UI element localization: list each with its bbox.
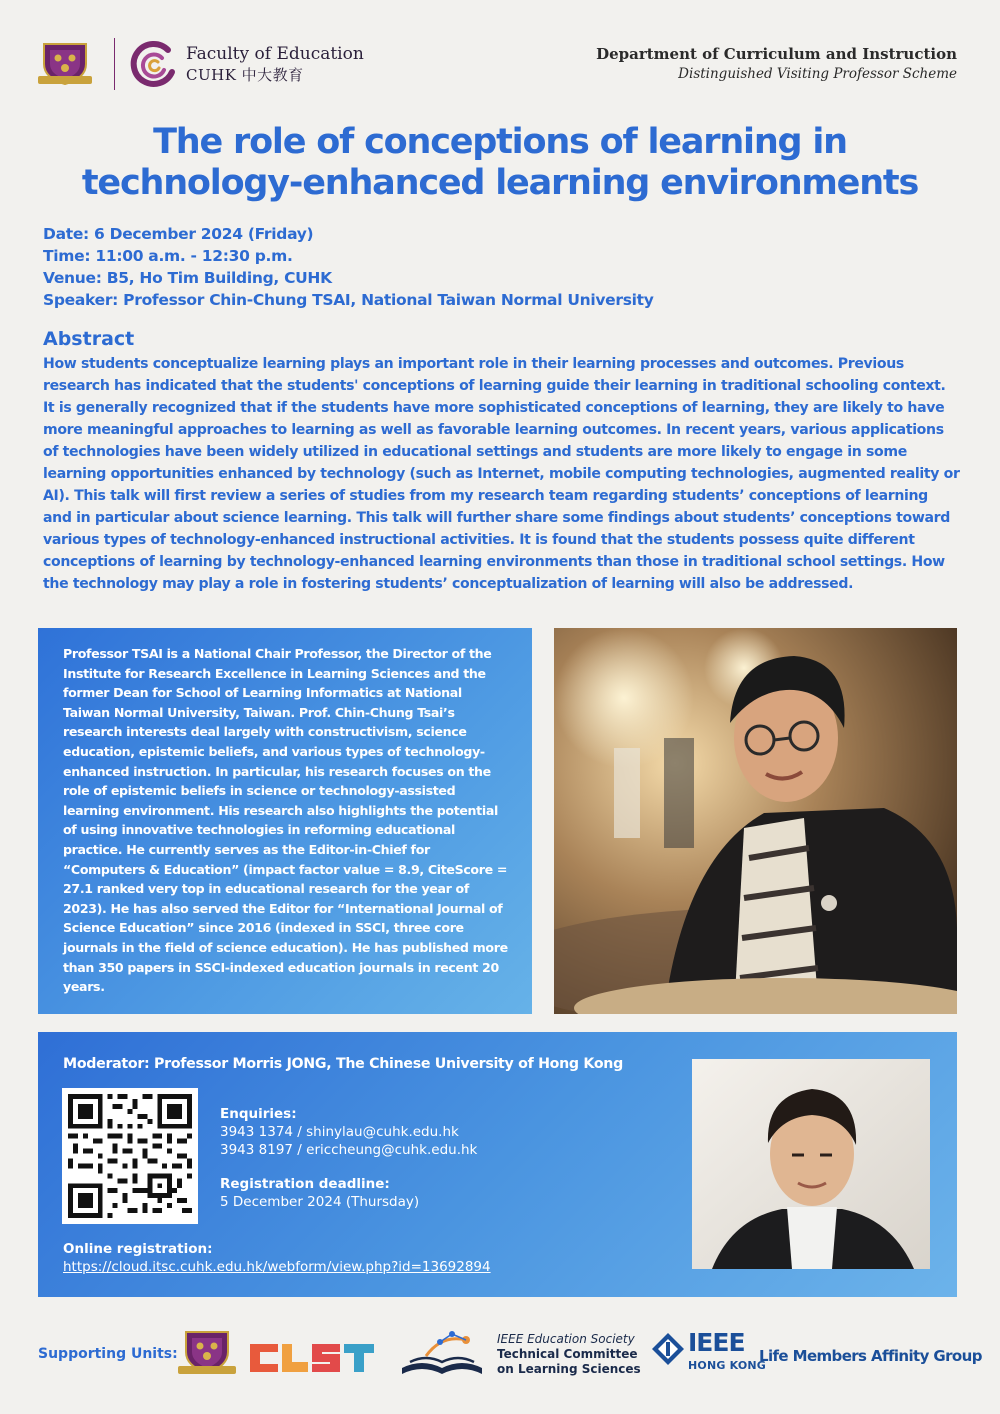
life-members-affinity-group: Life Members Affinity Group [759, 1347, 982, 1365]
moderator-line: Moderator: Professor Morris JONG, The Chinese University of Hong Kong [63, 1056, 623, 1072]
registration-qr-code[interactable] [62, 1088, 198, 1224]
clst-logo [250, 1342, 374, 1374]
scheme-name: Distinguished Visiting Professor Scheme [678, 66, 957, 82]
registration-deadline: 5 December 2024 (Thursday) [220, 1194, 420, 1210]
speaker-photo-illustration [554, 628, 957, 1014]
page-title [0, 122, 1000, 204]
faculty-line1: Faculty of Education [186, 44, 364, 64]
ieee-education-society-logo [396, 1326, 488, 1382]
ieee-edu-line2: Technical Committee [497, 1347, 638, 1361]
cuhk-crest-logo-footer [176, 1328, 238, 1376]
cuhk-crest-logo [36, 40, 94, 86]
enquiries-heading: Enquiries: [220, 1106, 297, 1122]
faculty-name [186, 44, 364, 85]
event-venue: Venue: B5, Ho Tim Building, CUHK [43, 269, 332, 287]
registration-link[interactable]: https://cloud.itsc.cuhk.edu.hk/webform/view.php?id=13692894 [63, 1259, 491, 1275]
speaker-bio-panel [38, 628, 532, 1014]
supporting-units-label: Supporting Units: [38, 1346, 178, 1362]
ieee-hong-kong-label: HONG KONG [688, 1359, 767, 1372]
moderator-photo [692, 1059, 930, 1269]
enquiry-contact-2[interactable]: 3943 8197 / ericcheung@cuhk.edu.hk [220, 1142, 478, 1158]
faculty-of-education-logo [128, 38, 180, 90]
event-speaker: Speaker: Professor Chin-Chung TSAI, National Taiwan Normal University [43, 291, 654, 309]
title-line2: technology-enhanced learning environments [81, 163, 919, 203]
enquiries-block [220, 1105, 477, 1211]
event-date: Date: 6 December 2024 (Friday) [43, 225, 314, 243]
speaker-bio: Professor TSAI is a National Chair Professor, the Director of the Institute for Research Excellence in Learning Sciences and the former Dean for School of Learning Informatics at National Taiwan Normal University, Taiwan. Prof. Chin-Chung Tsai’s research interests deal largely with constructivism, science education, epistemic beliefs, and various types of technology-enhanced instruction. In particular, his research focuses on the role of epistemic beliefs in science or technology-assisted learning environment. His research also highlights the potential of using innovative technologies in reforming educational practice. He currently serves as the Editor-in-Chief for “Computers & Education” (impact factor value = 8.9, CiteScore = 27.1 ranked very top in educational research for the year of 2023). He has also served the Editor for “International Journal of Science Education” since 2016 (indexed in SSCI, three core journals in the field of science education). He has published more than 350 papers in SSCI-indexed education journals in recent 20 years. [63, 646, 508, 995]
event-time: Time: 11:00 a.m. - 12:30 p.m. [43, 247, 293, 265]
enquiry-contact-1[interactable]: 3943 1374 / shinylau@cuhk.edu.hk [220, 1124, 459, 1140]
abstract-heading: Abstract [43, 328, 135, 350]
page-header [0, 0, 1000, 110]
moderator-panel [38, 1032, 957, 1297]
ieee-wordmark: IEEE [688, 1328, 745, 1357]
title-line1: The role of conceptions of learning in [153, 122, 847, 162]
online-registration [63, 1240, 491, 1276]
ieee-edu-line1: IEEE Education Society [497, 1332, 635, 1346]
ieee-education-society-text [497, 1332, 641, 1377]
event-details [43, 223, 654, 311]
ieee-edu-line3: on Learning Sciences [497, 1362, 641, 1376]
ieee-diamond-icon [651, 1332, 685, 1366]
department-block [596, 44, 957, 84]
moderator-photo-illustration [692, 1059, 930, 1269]
department-name: Department of Curriculum and Instruction [596, 45, 957, 63]
deadline-heading: Registration deadline: [220, 1176, 390, 1192]
header-divider [114, 38, 115, 90]
faculty-line2: CUHK 中大教育 [186, 66, 304, 84]
abstract-body: How students conceptualize learning plays an important role in their learning processes and outcomes. Previous research has indicated that the students' conceptions of learning guide their learning in traditional schooling context. It is generally recognized that if the students have more sophisticated conceptions of learning, they are likely to have more meaningful approaches to learning as well as favorable learning outcomes. In recent years, various applications of technologies have been widely utilized in educational settings and students are more likely to engage in some learning opportunities enhanced by technology (such as Internet, mobile computing technologies, augmented reality or AI). This talk will first review a series of studies from my research team regarding students’ conceptions of learning and in particular about science learning. This talk will further share some findings about students’ conceptions toward various types of technology-enhanced instructional activities. It is found that the students possess quite different conceptions of learning by technology-enhanced learning environments than those in traditional school settings. How the technology may play a role in fostering students’ conceptualization of learning will also be addressed. [43, 356, 960, 592]
qr-code-icon [68, 1094, 192, 1218]
online-registration-heading: Online registration: [63, 1241, 213, 1257]
speaker-photo [554, 628, 957, 1014]
